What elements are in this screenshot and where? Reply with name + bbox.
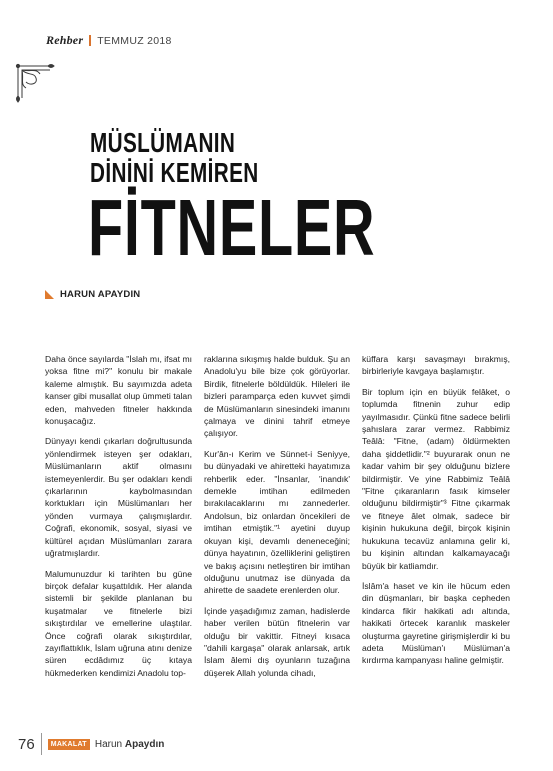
body-column-1 [45, 353, 192, 687]
author-name: HARUN APAYDIN [60, 289, 141, 300]
footer-author [95, 739, 164, 750]
paragraph: Dünyayı kendi çıkarları doğrultusunda yönlendirmek isteyen şer odakları, Müslümanların aktif olmasını istemeyenlerdir. Bu şer odakları kendi çıkarlarının kaybolmasından korktukları için Müslümanları her yönden vurmaya çalışmışlardır. Coğrafi, ekonomik, sosyal, siyasi ve kültürel açıdan Müslümanları zarara uğratmışlardır. [45, 436, 192, 559]
body-column-2 [204, 353, 350, 687]
paragraph: raklarına sıkışmış halde bulduk. Şu an Anadolu'yu bile bize çok görüyorlar. Birdik, fitnelerle böldüldük. Hileleri ile bizleri paramparça eden kuvvet şimdi de Müslümanların sinesindeki imanını çalmaya ve dinini tahrif etmeye çalışıyor. [204, 354, 350, 439]
title-line-2: DİNİNİ KEMİREN [90, 157, 259, 188]
footer-divider [41, 733, 42, 755]
body-column-3 [362, 353, 510, 675]
paragraph: küffara karşı savaşmayı bırakmış, birbirleriyle kavgaya başlamıştır. [362, 354, 510, 377]
title-kicker [90, 128, 259, 188]
corner-ornament-icon [14, 62, 56, 104]
section-badge: MAKALAT [48, 739, 90, 750]
magazine-logo: Rehber [46, 33, 84, 47]
byline-marker-icon [45, 290, 54, 299]
paragraph: Kur'ân-ı Kerim ve Sünnet-i Seniyye, bu dünyadaki ve ahiretteki hayatımıza rehberlik eder. "İnsanlar, 'inandık' demekle imtihan edilmeden bırakılacaklarını mı zannederler. Andolsun, biz onlardan öncekileri de imtihan etmiştik."¹ ayetini duyup okuyan kişi, devamlı deneneceğini; dünya hayatının, özelliklerini geliştiren ve bakış açısını netleştiren bir imtihan olduğunu unutmaz ise dünyada da ahirette de saadete erenlerden olur. [204, 448, 350, 596]
issue-date: TEMMUZ 2018 [97, 34, 172, 47]
paragraph: İslâm'a haset ve kin ile hücum eden din düşmanları, bir başka cepheden kindarca fikir hakikati adı altında, hakikati örtecek karanlık maskeler oluşturma gayretine girişmişlerdir ki bu adeta Müslüman'ı Müslüman'a kırdırma kampanyası haline gelmiştir. [362, 580, 510, 666]
byline [45, 289, 140, 300]
main-title: FİTNELER [88, 183, 376, 272]
footer-author-last: Apaydın [124, 738, 165, 750]
page-footer [18, 733, 164, 755]
running-header [46, 33, 172, 48]
footer-author-first: Harun [94, 738, 123, 750]
paragraph: Malumunuzdur ki tarihten bu güne birçok defalar kuşattıldık. Her alanda sistemli bir şekilde planlanan bu kuşatmalar ve fitnelerle bizi sıkıştırdılar ve emellerine ulaştılar. Önce coğrafi olarak sıkıştırdılar, zayıflattıklık, İslam uğruna atını denize süren ecdâdımız üç kıtaya hükmederken kendimizi Anadolu top- [45, 568, 192, 678]
paragraph: Daha önce sayılarda "İslah mı, ifsat mı yoksa fitne mi?" konulu bir makale kaleme almıştık. Bu sayımızda adeta kanser gibi musallat olup ümmeti talan eden, mahveden fitneler hakkında konuşacağız. [45, 354, 192, 427]
paragraph: Bir toplum için en büyük felâket, o toplumda fitnenin zuhur edip yayılmasıdır. Çünkü fitne sadece belirli şahıslara zarar vermez. Rabbimiz Teâlâ: "Fitne, (adam) öldürmekten daha şiddetlidir."² buyurarak onun ne kadar vahim bir şey olduğunu bizlere bildirmiştir. Ve yine Rabbimiz Teâlâ "Fitne çıkaranların fasık kimseler olduğunu bildirmiştir"³ Fitne çıkarmak ve fitneye âlet olmak, sadece bir kişinin hukukuna değil, birçok kişinin hukukuna tecavüz anlamına gelir ki, bu kişinin altından kalkamayacağı büyük bir katliamdır. [362, 386, 510, 571]
title-line-1: MÜSLÜMANIN [90, 127, 236, 158]
header-separator [89, 35, 91, 46]
page-number: 76 [18, 735, 35, 753]
paragraph: İçinde yaşadığımız zaman, hadislerde haber verilen bütün fitnelerin var olduğu bir vakittir. Fitneyi kısaca "dahili kargaşa" olarak anlarsak, artık İslam âlemi dış oyunların tuzağına düşerek Allah yolunda cihadı, [204, 605, 350, 678]
